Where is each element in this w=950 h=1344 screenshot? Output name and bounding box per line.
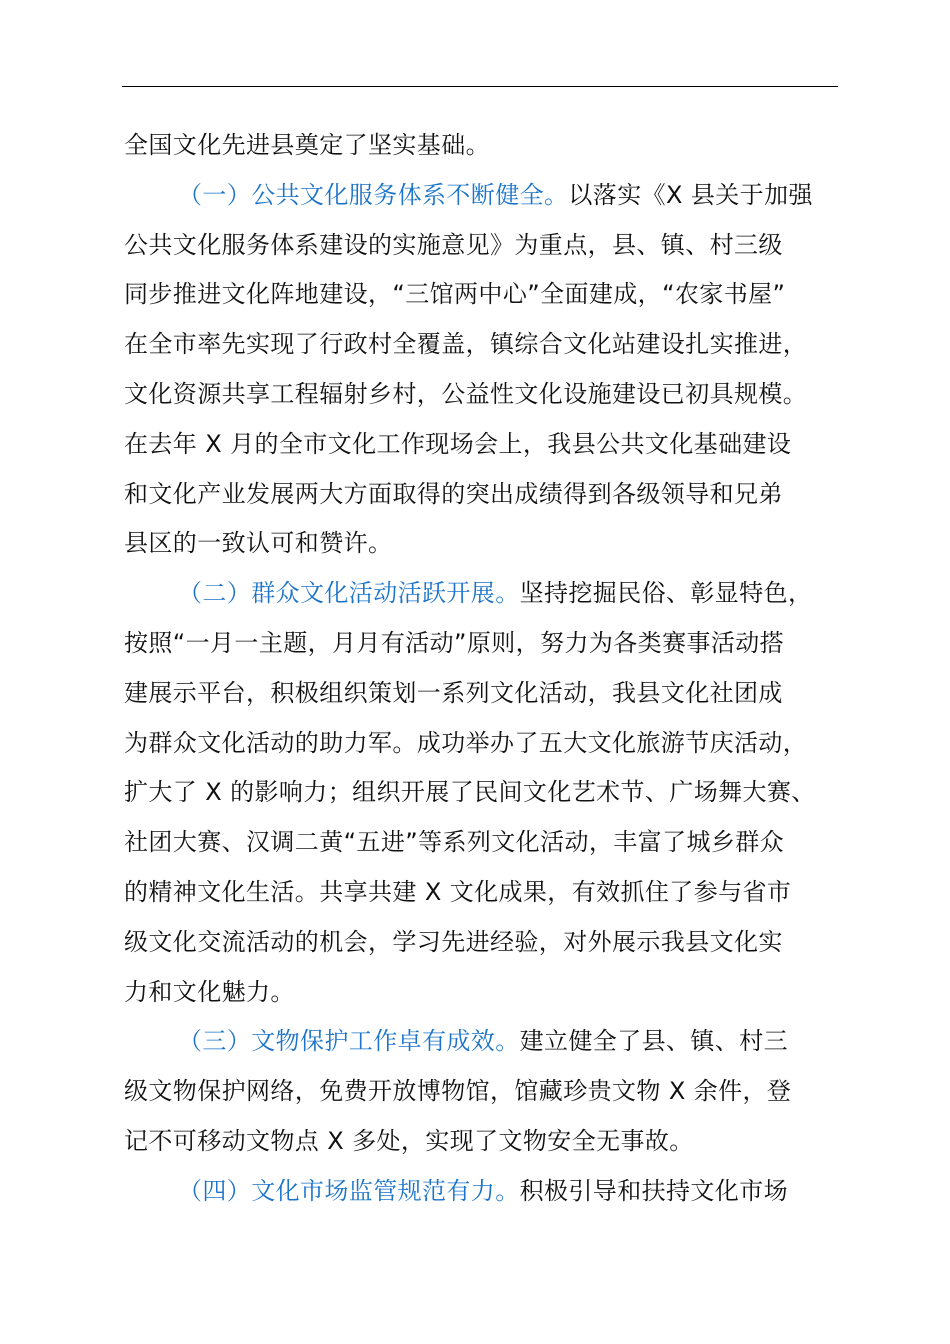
heading-continuation: 建立健全了县、镇、村三 <box>519 1027 789 1056</box>
text-line: 建展示平台，积极组织策划一系列文化活动，我县文化社团成 <box>124 678 783 707</box>
text-line: 级文化交流活动的机会，学习先进经验，对外展示我县文化实 <box>124 927 783 956</box>
text-line: 公共文化服务体系建设的实施意见》为重点，县、镇、村三级 <box>124 230 783 259</box>
text-line: 在去年 X 月的全市文化工作现场会上，我县公共文化基础建设 <box>124 429 792 458</box>
text-line: 为群众文化活动的助力军。成功举办了五大文化旅游节庆活动， <box>124 728 808 757</box>
paragraph-first-line <box>124 1017 840 1067</box>
heading-continuation: 以落实《X 县关于加强 <box>568 180 813 209</box>
text-line: 级文物保护网络，免费开放博物馆，馆藏珍贵文物 X 余件，登 <box>124 1077 792 1106</box>
document-body <box>124 121 840 1217</box>
paragraph-market-supervision <box>124 1167 840 1217</box>
paragraph-first-line <box>124 171 840 221</box>
paragraph-cultural-relics <box>124 1017 840 1166</box>
text-line: 同步推进文化阵地建设，“三馆两中心”全面建成，“农家书屋” <box>124 280 786 309</box>
text-line: 的精神文化生活。共享共建 X 文化成果，有效抓住了参与省市 <box>124 877 792 906</box>
text-line: 文化资源共享工程辐射乡村，公益性文化设施建设已初具规模。 <box>124 379 808 408</box>
heading-continuation: 积极引导和扶持文化市场 <box>519 1176 789 1205</box>
header-rule <box>122 86 838 87</box>
text-line: 按照“一月一主题，月月有活动”原则，努力为各类赛事活动搭 <box>124 628 785 657</box>
paragraph-first-line <box>124 569 840 619</box>
text-line: 县区的一致认可和赞许。 <box>124 529 393 558</box>
paragraph-public-culture <box>124 171 840 569</box>
section-heading: （一）公共文化服务体系不断健全。 <box>178 180 569 209</box>
text-line: 在全市率先实现了行政村全覆盖，镇综合文化站建设扎实推进， <box>124 330 808 359</box>
text-line: 全国文化先进县奠定了坚实基础。 <box>124 131 490 159</box>
paragraph-first-line <box>124 1167 840 1217</box>
text-line: 力和文化魅力。 <box>124 977 295 1006</box>
section-heading: （二）群众文化活动活跃开展。 <box>178 579 520 608</box>
text-line: 记不可移动文物点 X 多处，实现了文物安全无事故。 <box>124 1126 694 1155</box>
section-heading: （三）文物保护工作卓有成效。 <box>178 1027 520 1056</box>
section-heading: （四）文化市场监管规范有力。 <box>178 1176 520 1205</box>
text-line: 社团大赛、汉调二黄“五进”等系列文化活动，丰富了城乡群众 <box>124 828 785 857</box>
text-line: 扩大了 X 的影响力；组织开展了民间文化艺术节、广场舞大赛、 <box>124 778 816 807</box>
text-line: 和文化产业发展两大方面取得的突出成绩得到各级领导和兄弟 <box>124 479 783 508</box>
heading-continuation: 坚持挖掘民俗、彰显特色， <box>519 579 813 608</box>
paragraph-mass-culture <box>124 569 840 1017</box>
